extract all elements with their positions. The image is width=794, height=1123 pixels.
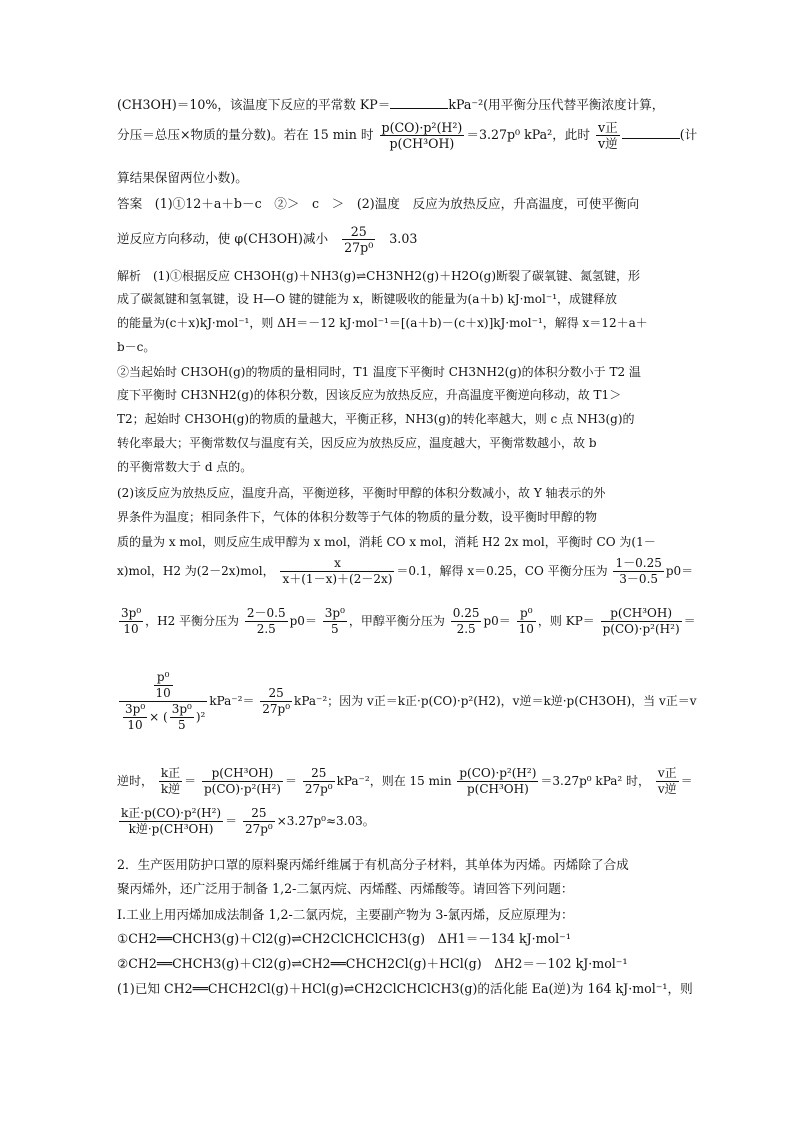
analysis-line: 解析 (1)①根据反应 CH3OH(g)＋NH3(g)⇌CH3NH2(g)＋H2O(g)断裂了碳氧键、氮氢键，形 <box>117 269 641 283</box>
fraction: $\frac{\text{p⁰}}{10}$ <box>155 670 171 700</box>
analysis-line: T2；起始时 CH3OH(g)的物质的量越大，平衡正移，NH3(g)的转化率越大，则 c 点 NH3(g)的 <box>117 412 635 426</box>
text-line: 分压＝总压×物质的量分数)。若在 15 min 时 $\frac{\text{p(CO)·p²(H²)}}{\text{p(CH³OH)}}$ ＝3.27p⁰ kPa²，此时 $\frac{\text{v正}}{\text{v逆}}$ (计 <box>117 120 698 151</box>
analysis-line: 成了碳氮键和氢氧键，设 H—O 键的键能为 x，断键吸收的能量为(a＋b) kJ·mol⁻¹，成键释放 <box>117 292 618 306</box>
fraction: $\frac{\text{3p⁰}}{10}$ <box>121 606 142 636</box>
answer-blank[interactable] <box>390 96 448 109</box>
text-line: 算结果保留两位小数)。 <box>117 170 248 185</box>
analysis-line: 的能量为(c＋x)kJ·mol⁻¹，则 ΔH＝－12 kJ·mol⁻¹＝[(a＋b)－(c＋x)]kJ·mol⁻¹，解得 x＝12＋a＋ <box>117 316 648 330</box>
text-line: 逆反应方向移动，使 φ(CH3OH)减小 $\frac{25}{\text{27p⁰}}$ 3.03 <box>117 224 418 255</box>
analysis-line: 度下平衡时 CH3NH2(g)的体积分数，因该反应为放热反应，升高温度平衡逆向移动，故 T1＞ <box>117 388 622 402</box>
fraction: $\frac{\text{v正}}{\text{v逆}}$ <box>598 120 618 151</box>
fraction: $\frac{x}{x+(1-x)+(2-2x)}$ <box>282 556 393 586</box>
analysis-line: ②当起始时 CH3OH(g)的物质的量相同时，T1 温度下平衡时 CH3NH2(g)的体积分数小于 T2 温 <box>117 365 641 379</box>
fraction: $\frac{\text{3p⁰}}{10}$ <box>125 702 146 732</box>
question-line: Ⅰ.工业上用丙烯加成法制备 1,2-二氯丙烷，主要副产物为 3-氯丙烯，反应原理为： <box>117 907 574 922</box>
fraction: $\frac{25}{\text{27p⁰}}$ <box>304 766 333 796</box>
equation-line: ②CH2══CHCH3(g)＋Cl2(g)⇌CH2══CHCH2Cl(g)＋HCl(g) ΔH2＝－102 kJ·mol⁻¹ <box>117 956 628 971</box>
fraction: $\frac{\text{k正·p(CO)·p²(H²)}}{\text{k逆·p(CH³OH)}}$ <box>121 806 222 836</box>
fraction: $\frac{0.25}{2.5}$ <box>452 606 480 636</box>
analysis-line: 质的量为 x mol，则反应生成甲醇为 x mol，消耗 CO x mol，消耗 H2 2x mol，平衡时 CO 为(1－ <box>117 535 656 549</box>
equation-line: ①CH2══CHCH3(g)＋Cl2(g)⇌CH2ClCHClCH3(g) ΔH1＝－134 kJ·mol⁻¹ <box>117 931 571 946</box>
analysis-line: $\frac{\text{3p⁰}}{10}$ ，H2 平衡分压为 $\frac{2-0.5}{2.5}$ p0＝ $\frac{\text{3p⁰}}{5}$ ，甲醇平衡分压为 $\frac{0.25}{2.5}$ p0＝ $\frac{\text{p⁰}}{10}$ ，则 KP＝ $\frac{\text{p(CH³OH)}}{\text{p(CO)·p²(H²)}}$ ＝ <box>121 606 696 636</box>
analysis-line: 逆时， $\frac{\text{k正}}{\text{k逆}}$ ＝ $\frac{\text{p(CH³OH)}}{\text{p(CO)·p²(H²)}}$ ＝ $\frac{25}{\text{27p⁰}}$ kPa⁻²，则在 15 min $\frac{\text{p(CO)·p²(H²)}}{\text{p(CH³OH)}}$ ＝3.27p⁰ kPa² 时， $\frac{\text{v正}}{\text{v逆}}$ ＝ <box>117 766 693 796</box>
fraction: $\frac{\text{3p⁰}}{5}$ <box>324 606 345 636</box>
question-line: 聚丙烯外，还广泛用于制备 1,2-二氯丙烷、丙烯醛、丙烯酸等。请回答下列问题： <box>117 881 574 896</box>
fraction: $\frac{\text{3p⁰}}{5}$ <box>171 702 192 732</box>
fraction: $\frac{25}{\text{27p⁰}}$ <box>262 686 291 716</box>
fraction: $\frac{25}{\text{27p⁰}}$ <box>244 806 273 836</box>
fraction: $\frac{25}{\text{27p⁰}}$ <box>344 224 374 255</box>
analysis-line: b－c。 <box>117 340 156 354</box>
fraction: $\frac{\text{p(CO)·p²(H²)}}{\text{p(CH³OH)}}$ <box>381 120 463 151</box>
fraction: $\frac{\text{p(CH³OH)}}{\text{p(CO)·p²(H²)}}$ <box>203 766 281 796</box>
answer-line: 答案 (1)①12＋a＋b－c ②＞ c ＞ (2)温度 反应为放热反应，升高温度，可使平衡向 <box>117 196 640 211</box>
analysis-line: 转化率最大；平衡常数仅与温度有关，因反应为放热反应，温度越大，平衡常数越小，故 b <box>117 436 597 450</box>
fraction: $\frac{\text{p(CH³OH)}}{\text{p(CO)·p²(H²)}}$ <box>602 606 680 636</box>
analysis-line: $\frac{\text{k正·p(CO)·p²(H²)}}{\text{k逆·p(CH³OH)}}$ ＝ $\frac{25}{\text{27p⁰}}$ ×3.27p⁰≈3.03。 <box>121 806 375 836</box>
fraction: $\frac{\text{p(CO)·p²(H²)}}{\text{p(CH³OH)}}$ <box>459 766 537 796</box>
question-line: (1)已知 CH2══CHCH2Cl(g)＋HCl(g)⇌CH2ClCHClCH3(g)的活化能 Ea(逆)为 164 kJ·mol⁻¹，则 <box>117 981 693 996</box>
analysis-line: $\frac{\text{p⁰}}{10}$ $\frac{\text{3p⁰}}{10}$ × ( $\frac{\text{3p⁰}}{5}$ )² kPa⁻²＝ $\frac{25}{\text{27p⁰}}$ kPa⁻²；因为 v正＝k正·p(CO)·p²(H2)，v逆＝k逆·p(CH3OH)，当 v正＝v <box>117 670 697 733</box>
fraction: $\frac{\text{v正}}{\text{v逆}}$ <box>657 766 677 796</box>
analysis-line: 界条件为温度；相同条件下，气体的体积分数等于气体的物质的量分数，设平衡时甲醇的物 <box>117 510 598 524</box>
fraction: $\frac{\text{p⁰}}{10}$ <box>518 606 534 636</box>
analysis-line: (2)该反应为放热反应，温度升高，平衡逆移，平衡时甲醇的体积分数减小，故 Y 轴表示的外 <box>117 486 606 500</box>
answer-blank[interactable] <box>622 126 680 139</box>
text-line: (CH3OH)＝10%，该温度下反应的平常数 KP＝ kPa⁻²(用平衡分压代替平衡浓度计算， <box>117 97 665 112</box>
analysis-line: 的平衡常数大于 d 点的。 <box>117 460 253 474</box>
fraction: $\frac{1-0.25}{3-0.5}$ <box>615 556 662 586</box>
compound-fraction: $\frac{\text{p⁰}}{10}$ $\frac{\text{3p⁰}}{10}$ × ( $\frac{\text{3p⁰}}{5}$ )² <box>119 670 207 733</box>
question-line: 2．生产医用防护口罩的原料聚丙烯纤维属于有机高分子材料，其单体为丙烯。丙烯除了合成 <box>117 857 629 872</box>
fraction: $\frac{2-0.5}{2.5}$ <box>246 606 286 636</box>
analysis-line: x)mol，H2 为(2－2x)mol， $\frac{x}{x+(1-x)+(2-2x)}$ ＝0.1，解得 x＝0.25，CO 平衡分压为 $\frac{1-0.25}{3-0.5}$ p0＝ <box>117 556 694 586</box>
fraction: $\frac{\text{k正}}{\text{k逆}}$ <box>160 766 181 796</box>
